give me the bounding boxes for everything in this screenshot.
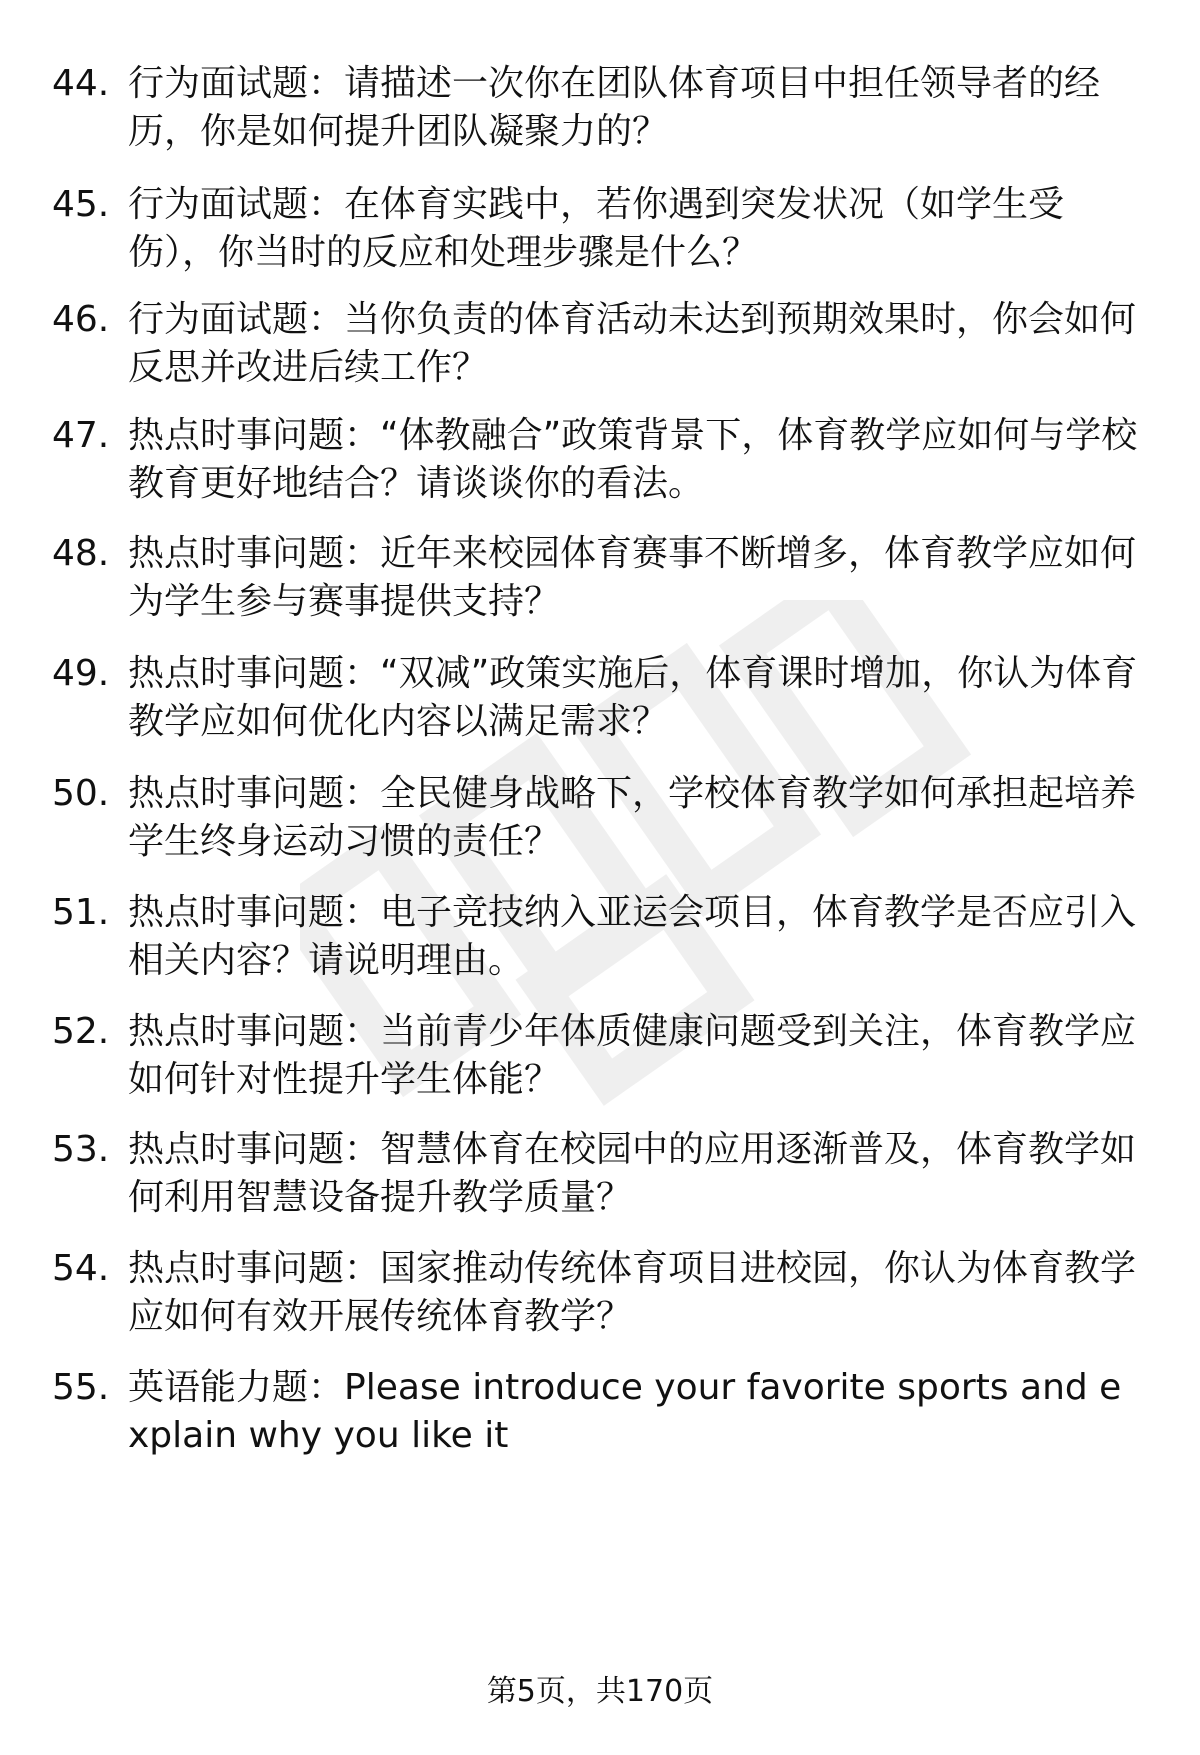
question-number: 54. bbox=[52, 1248, 110, 1289]
question-item-45 bbox=[0, 181, 1200, 291]
question-item-54 bbox=[0, 1245, 1200, 1355]
question-text: 热点时事问题：“体教融合”政策背景下，体育教学应如何与学校教育更好地结合？请谈谈你的看法。 bbox=[128, 415, 1138, 504]
question-number: 51. bbox=[52, 892, 110, 933]
question-number: 45. bbox=[52, 184, 110, 225]
question-text: 热点时事问题：智慧体育在校园中的应用逐渐普及，体育教学如何利用智慧设备提升教学质量？ bbox=[128, 1129, 1137, 1218]
question-number: 46. bbox=[52, 299, 110, 340]
question-number: 55. bbox=[52, 1367, 110, 1408]
question-text: 热点时事问题：国家推动传统体育项目进校园，你认为体育教学应如何有效开展传统体育教学？ bbox=[128, 1248, 1137, 1337]
question-text: 热点时事问题：全民健身战略下，学校体育教学如何承担起培养学生终身运动习惯的责任？ bbox=[128, 773, 1137, 862]
question-text: 行为面试题：在体育实践中，若你遇到突发状况（如学生受伤），你当时的反应和处理步骤是什么？ bbox=[128, 184, 1065, 273]
question-number: 53. bbox=[52, 1129, 110, 1170]
question-text: 行为面试题：当你负责的体育活动未达到预期效果时，你会如何反思并改进后续工作？ bbox=[128, 299, 1137, 388]
question-number: 48. bbox=[52, 533, 110, 574]
question-text: 行为面试题：请描述一次你在团队体育项目中担任领导者的经历，你是如何提升团队凝聚力的？ bbox=[128, 63, 1101, 152]
question-item-51 bbox=[0, 889, 1200, 999]
question-number: 50. bbox=[52, 773, 110, 814]
question-text: 英语能力题：Please introduce your favorite sports and explain why you like it bbox=[128, 1367, 1122, 1456]
question-number: 47. bbox=[52, 415, 110, 456]
question-text: 热点时事问题：“双减”政策实施后，体育课时增加，你认为体育教学应如何优化内容以满足需求？ bbox=[128, 653, 1138, 742]
question-item-44 bbox=[0, 60, 1200, 170]
question-item-48 bbox=[0, 530, 1200, 640]
question-item-50 bbox=[0, 770, 1200, 880]
page-footer: 第5页，共170页 bbox=[486, 1674, 714, 1709]
question-text: 热点时事问题：电子竞技纳入亚运会项目，体育教学是否应引入相关内容？请说明理由。 bbox=[128, 892, 1137, 981]
question-item-49 bbox=[0, 650, 1200, 760]
question-item-46 bbox=[0, 296, 1200, 406]
question-item-47 bbox=[0, 412, 1200, 522]
question-number: 44. bbox=[52, 63, 110, 104]
question-item-55 bbox=[0, 1364, 1200, 1474]
question-number: 52. bbox=[52, 1011, 110, 1052]
question-text: 热点时事问题：当前青少年体质健康问题受到关注，体育教学应如何针对性提升学生体能？ bbox=[128, 1011, 1137, 1100]
question-text: 热点时事问题：近年来校园体育赛事不断增多，体育教学应如何为学生参与赛事提供支持？ bbox=[128, 533, 1137, 622]
question-item-52 bbox=[0, 1008, 1200, 1118]
question-number: 49. bbox=[52, 653, 110, 694]
question-item-53 bbox=[0, 1126, 1200, 1236]
